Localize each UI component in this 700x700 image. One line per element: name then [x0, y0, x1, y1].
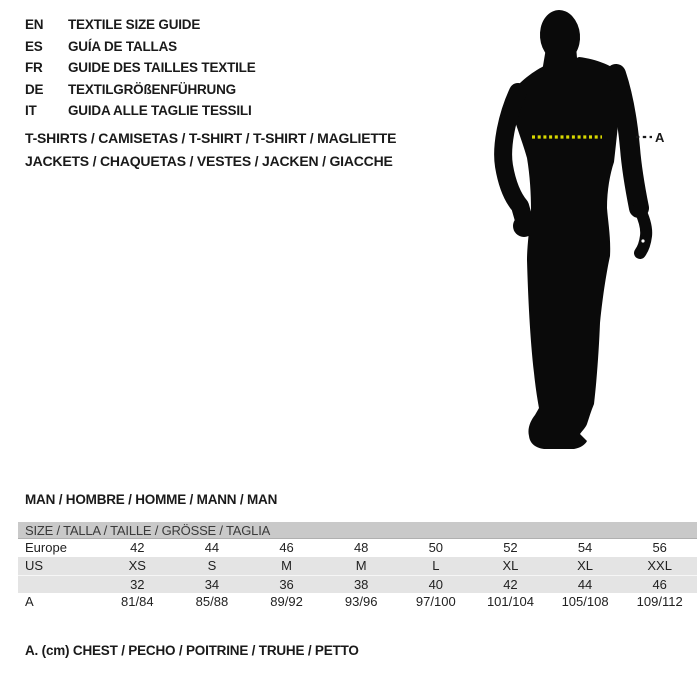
size-cell: 97/100 — [415, 594, 456, 609]
size-cell: 32 — [130, 577, 145, 592]
language-row-de — [25, 79, 256, 101]
section-title-man: MAN / HOMBRE / HOMME / MANN / MAN — [25, 492, 278, 507]
size-cell: S — [207, 558, 217, 573]
size-cell: 44 — [204, 540, 220, 555]
language-row-it — [25, 100, 256, 122]
size-cell: 40 — [428, 577, 444, 592]
size-cell: 46 — [652, 577, 667, 592]
language-label: GUÍA DE TALLAS — [68, 38, 177, 54]
size-table-row-numeric — [18, 575, 697, 593]
size-table — [18, 522, 697, 611]
language-row-en — [25, 14, 256, 36]
size-cell: 85/88 — [195, 594, 229, 609]
size-cell: 38 — [353, 577, 369, 592]
size-cell: 81/84 — [121, 594, 154, 609]
size-table-header: SIZE / TALLA / TAILLE / GRÖSSE / TAGLIA — [18, 522, 697, 539]
size-cell: 46 — [279, 540, 294, 555]
size-table-row-a — [18, 593, 697, 611]
size-cell: 42 — [130, 540, 145, 555]
size-cell: XXL — [647, 558, 672, 573]
size-cell: 50 — [428, 540, 444, 555]
measurement-legend: A. (cm) CHEST / PECHO / POITRINE / TRUHE / PETTO — [25, 643, 359, 658]
row-label: A — [25, 594, 34, 609]
size-cell: 101/104 — [486, 594, 534, 609]
size-table-row-europe — [18, 539, 697, 557]
size-cell: 93/96 — [344, 594, 378, 609]
size-cell: 56 — [652, 540, 667, 555]
size-cell: 54 — [577, 540, 593, 555]
language-code: EN — [25, 17, 44, 33]
language-code: FR — [25, 60, 43, 76]
measure-label-a: A — [655, 130, 665, 145]
size-cell: 36 — [279, 577, 294, 592]
language-label: TEXTILGRÖßENFÜHRUNG — [68, 81, 236, 97]
size-cell: M — [281, 558, 292, 573]
size-cell: 109/112 — [636, 594, 683, 609]
language-row-es — [25, 36, 256, 58]
man-silhouette-figure — [494, 8, 670, 456]
man-silhouette — [503, 8, 646, 449]
category-lines — [25, 127, 396, 173]
size-cell: XL — [577, 558, 594, 573]
size-cell: 89/92 — [270, 594, 303, 609]
size-table-body — [18, 539, 697, 611]
language-row-fr — [25, 57, 256, 79]
category-line-jackets: JACKETS / CHAQUETAS / VESTES / JACKEN / GIACCHE — [25, 153, 393, 169]
language-guide-list — [25, 14, 256, 122]
language-label: GUIDA ALLE TAGLIE TESSILI — [68, 103, 252, 119]
row-label: US — [25, 558, 44, 573]
language-code: ES — [25, 38, 43, 54]
size-cell: 44 — [577, 577, 593, 592]
size-cell: 52 — [503, 540, 518, 555]
size-cell: M — [355, 558, 367, 573]
size-cell: XL — [502, 558, 519, 573]
category-line-tshirts: T-SHIRTS / CAMISETAS / T-SHIRT / T-SHIRT / MAGLIETTE — [25, 130, 397, 146]
language-label: TEXTILE SIZE GUIDE — [68, 17, 201, 33]
size-cell: 48 — [353, 540, 369, 555]
size-cell: XS — [128, 558, 146, 573]
size-cell: 34 — [204, 577, 220, 592]
language-code: DE — [25, 81, 44, 97]
language-label: GUIDE DES TAILLES TEXTILE — [68, 60, 256, 76]
size-cell: L — [432, 558, 440, 573]
row-label — [18, 576, 100, 593]
row-label: Europe — [25, 540, 67, 555]
language-code: IT — [25, 103, 37, 119]
size-table-row-us — [18, 557, 697, 575]
size-cell: 105/108 — [561, 594, 609, 609]
size-cell: 42 — [503, 577, 518, 592]
